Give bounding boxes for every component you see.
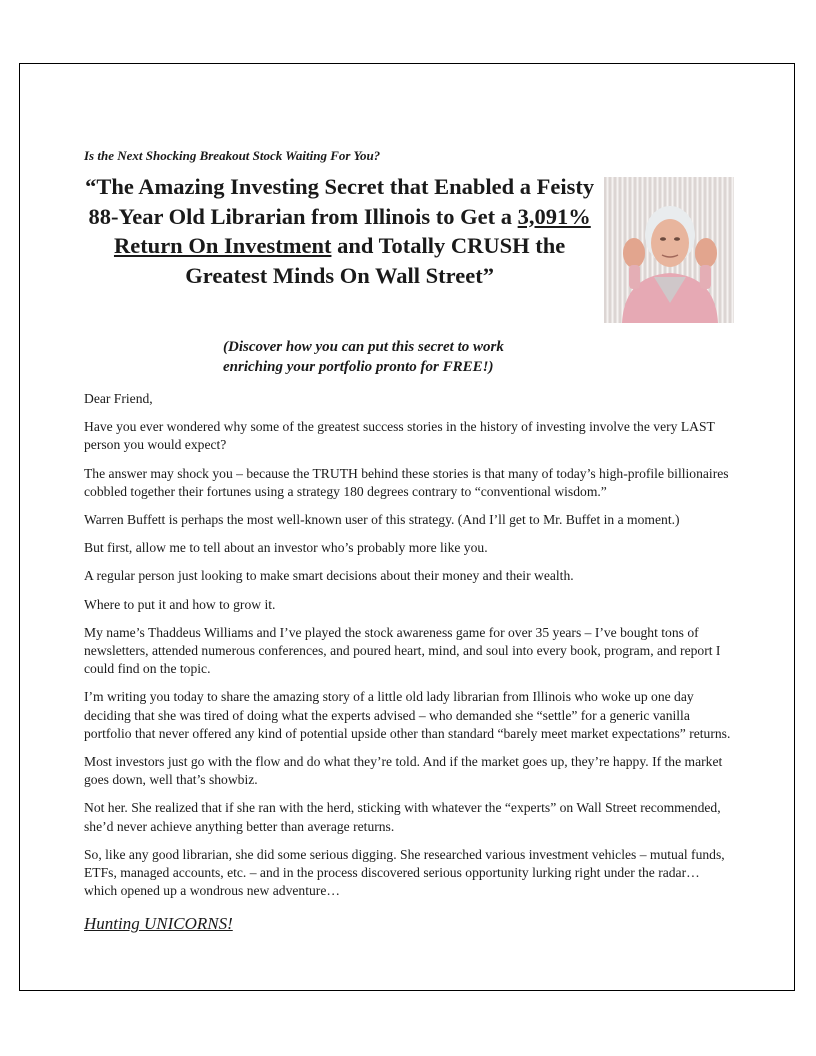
body-paragraph: Warren Buffett is perhaps the most well-known user of this strategy. (And I’ll get to Mr. Buffet in a moment.): [84, 512, 680, 528]
librarian-photo: [604, 177, 734, 323]
body-paragraph: Most investors just go with the flow and do what they’re told. And if the market goes up, they’re happy. If the market goes down, well that’s showbiz.: [84, 754, 723, 788]
body-paragraph: Where to put it and how to grow it.: [84, 596, 276, 612]
sales-letter: [84, 148, 734, 934]
headline-return-figure: 3,091% Return On Investment: [113, 203, 591, 258]
letter-body: [84, 390, 734, 900]
closing-heading: Hunting UNICORNS!: [84, 914, 233, 934]
salutation: Dear Friend,: [84, 391, 153, 406]
body-paragraph: The answer may shock you – because the TRUTH behind these stories is that many of today’s high-profile billionaires cobbled together their fortunes using a strategy 180 degrees contrary to “conventional wisdom.”: [84, 465, 729, 499]
subheadline-line-1: (Discover how you can put this secret to work: [223, 339, 504, 355]
body-paragraph: I’m writing you today to share the amazing story of a little old lady librarian from Illinois who woke up one day deciding that she was tired of doing what the experts advised – who demanded she “settle” for a generic vanilla portfolio that never offered any kind of potential upside other than standard “barely meet market expectations” returns.: [84, 689, 731, 741]
headline: [84, 172, 595, 290]
body-paragraph: So, like any good librarian, she did some serious digging. She researched various investment vehicles – mutual funds, ETFs, managed accounts, etc. – and in the process discovered serious opportunity lurking right under the radar… which opened up a wondrous new adventure…: [84, 846, 725, 899]
body-paragraph: Not her. She realized that if she ran with the herd, sticking with whatever the “experts” on Wall Street recommended, she’d never achieve anything better than average returns.: [84, 800, 721, 834]
elderly-woman-image: [604, 177, 734, 323]
body-paragraph: But first, allow me to tell about an investor who’s probably more like you.: [84, 540, 488, 556]
subheadline: [223, 337, 734, 377]
kicker-line: Is the Next Shocking Breakout Stock Waiting For You?: [84, 148, 381, 163]
headline-part-2: and Totally CRUSH the Greatest Minds On Wall Street”: [185, 233, 566, 288]
headline-row: [84, 176, 734, 323]
body-paragraph: My name’s Thaddeus Williams and I’ve played the stock awareness game for over 35 years – I’ve bought tons of newsletters, attended numerous conferences, and poured heart, mind, and soul into every book, program, and report I could find on the topic.: [84, 624, 721, 677]
headline-part-1: “The Amazing Investing Secret that Enabled a Feisty 88-Year Old Librarian from Illinois to Get a: [85, 174, 595, 229]
subheadline-line-2: enriching your portfolio pronto for FREE!): [223, 359, 494, 375]
body-paragraph: A regular person just looking to make smart decisions about their money and their wealth.: [84, 568, 574, 584]
body-paragraph: Have you ever wondered why some of the greatest success stories in the history of investing involve the very LAST person you would expect?: [84, 419, 715, 453]
